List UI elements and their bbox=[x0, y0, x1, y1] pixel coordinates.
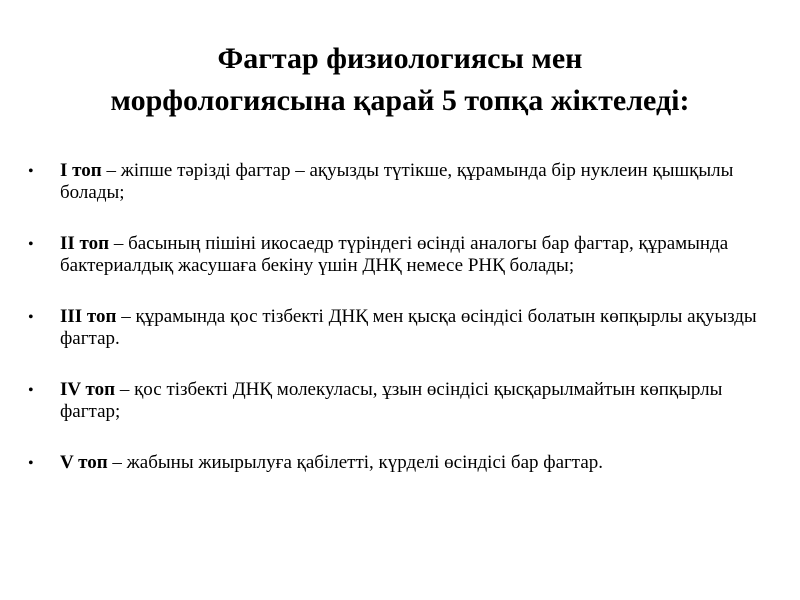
bullet-icon: • bbox=[28, 309, 34, 326]
bullet-text: – жабыны жиырылуға қабілетті, күрделі өсіндісі бар фагтар. bbox=[107, 452, 604, 473]
bullet-icon: • bbox=[28, 163, 34, 180]
bullet-item-group-2 bbox=[28, 233, 780, 277]
bullet-item-group-1 bbox=[28, 160, 780, 204]
bullet-icon: • bbox=[28, 382, 34, 399]
slide-title-line-2: морфологиясына қарай 5 топқа жіктеледі: bbox=[110, 84, 690, 117]
slide-title-line-1: Фагтар физиологиясы мен bbox=[217, 42, 583, 75]
bullet-text: – басының пішіні икосаедр түріндегі өсінді аналогы бар фагтар, құрамында бактериалдық жасушаға бекіну үшін ДНҚ немесе РНҚ болады; bbox=[60, 233, 729, 276]
bullet-lead: II топ bbox=[60, 233, 110, 254]
bullet-text: – жіпше тәрізді фагтар – ақуызды түтікше, құрамында бір нуклеин қышқылы болады; bbox=[60, 160, 734, 203]
bullet-lead: I топ bbox=[60, 160, 102, 181]
bullet-icon: • bbox=[28, 455, 34, 472]
bullet-lead: IV топ bbox=[60, 379, 116, 400]
bullet-lead: III топ bbox=[60, 306, 117, 327]
bullet-item-group-4 bbox=[28, 379, 780, 423]
bullet-text: – қос тізбекті ДНҚ молекуласы, ұзын өсіндісі қысқарылмайтын көпқырлы фагтар; bbox=[60, 379, 723, 422]
bullet-item-group-5 bbox=[28, 452, 780, 496]
bullet-text: – құрамында қос тізбекті ДНҚ мен қысқа өсіндісі болатын көпқырлы ақуызды фагтар. bbox=[60, 306, 757, 349]
bullet-lead: V топ bbox=[60, 452, 108, 473]
slide-title bbox=[20, 38, 780, 122]
bullet-list bbox=[28, 160, 780, 525]
bullet-item-group-3 bbox=[28, 306, 780, 350]
bullet-icon: • bbox=[28, 236, 34, 253]
